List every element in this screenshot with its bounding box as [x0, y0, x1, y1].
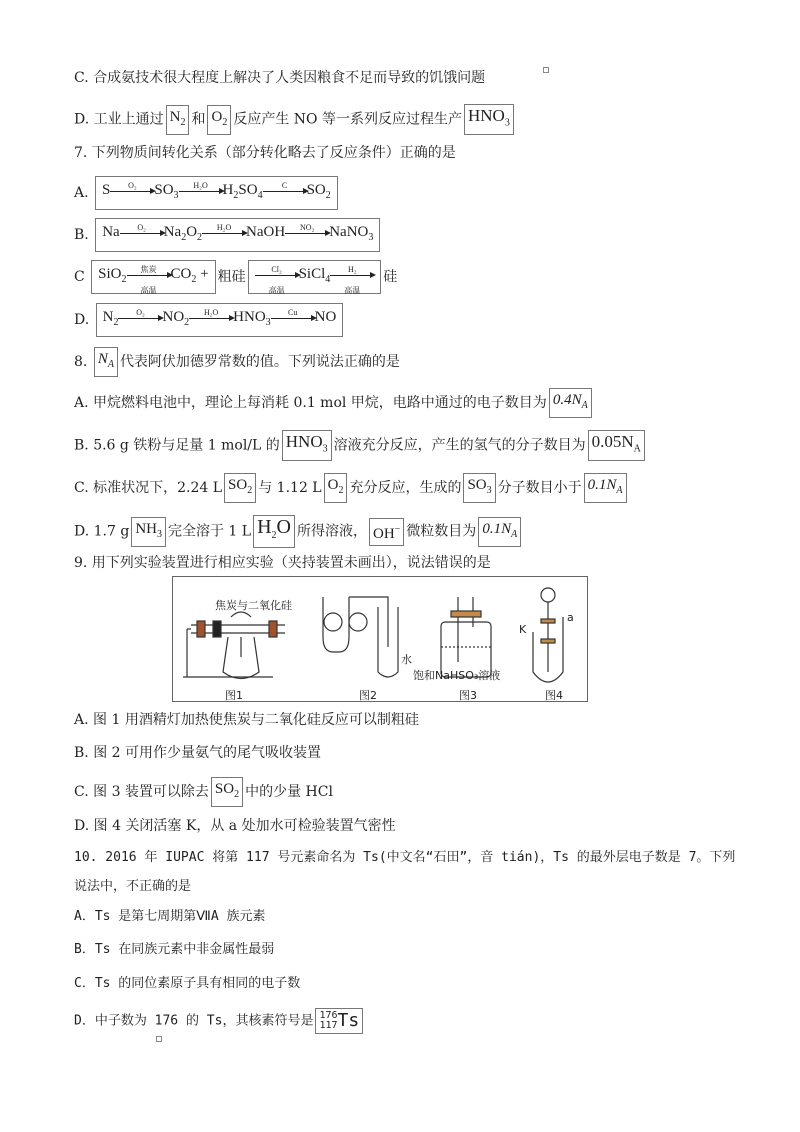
q10-option-d [74, 1008, 365, 1034]
q7-option-a [74, 176, 340, 210]
caption-fig4: 图4 [545, 689, 563, 702]
formula-so2: $SO_2$ [224, 473, 256, 503]
apparatus-figure [172, 576, 588, 702]
label-coke-silica: 焦炭与二氧化硅 [215, 599, 292, 612]
q8b-text2: 溶液充分反应，产生的氢气的分子数目为 [333, 437, 586, 454]
q9c-text: C. 图 3 装置可以除去 [74, 784, 209, 800]
formula-o2: $O_2$ [207, 105, 231, 135]
apparatus-drawing [173, 577, 587, 701]
q10-stem-line1: 10. 2016 年 IUPAC 将第 117 号元素命名为 Ts(中文名“石田”，音 tián)，Ts 的最外层电子数是 7。下列 [74, 850, 736, 865]
caption-fig2: 图2 [359, 689, 377, 702]
q9c-text2: 中的少量 HCl [245, 784, 333, 800]
q8d-text4: 微粒数目为 [406, 523, 477, 540]
q7b-label: B. [74, 227, 89, 243]
q7c-label: C [74, 269, 85, 285]
q8-option-d [74, 515, 523, 548]
q7-stem: 7. 下列物质间转化关系（部分转化略去了反应条件）正确的是 [74, 145, 456, 161]
q8c-text3: 充分反应，生成的 [349, 480, 462, 496]
q8-stem-text: 代表阿伏加德罗常数的值。下列说法正确的是 [119, 354, 400, 370]
q9-option-a: A. 图 1 用酒精灯加热使焦炭与二氧化硅反应可以制粗硅 [74, 712, 419, 728]
marker-square [543, 67, 549, 73]
q7c-mid: 粗硅 [217, 269, 246, 285]
formula-so2-q9: $SO_2$ [211, 777, 243, 807]
caption-fig1: 图1 [225, 689, 243, 702]
q6d-text2: 反应产生 NO 等一系列反应过程生产 [233, 111, 462, 128]
formula-oh: OH− [369, 518, 404, 546]
q7a-label: A. [74, 185, 89, 201]
q8d-text: D. 1.7 g [74, 523, 130, 540]
formula-h2o: $H_2O$ [253, 515, 295, 548]
q7d-chain: $N_2$ O₂ $NO_2$ H₂O $HNO_3$ Cu NO [96, 303, 344, 337]
q9-option-b: B. 图 2 可用作少量氨气的尾气吸收装置 [74, 745, 321, 761]
caption-fig3: 图3 [459, 689, 477, 702]
formula-nh3: $NH_3$ [131, 517, 166, 547]
q7d-label: D. [74, 312, 90, 328]
q10-stem-line2: 说法中，不正确的是 [74, 879, 192, 894]
q8a-text: A. 甲烷燃料电池中，理论上每消耗 0.1 mol 甲烷，电路中通过的电子数目为 [74, 395, 547, 411]
q8c-text: C. 标准状况下，2.24 L [74, 480, 223, 496]
q6-option-c: C. 合成氨技术很大程度上解决了人类因粮食不足而导致的饥饿问题 [74, 70, 486, 86]
value-04na: $0.4N_A$ [549, 388, 592, 418]
q7c-end: 硅 [383, 269, 398, 285]
label-water: 水 [401, 653, 412, 666]
label-a: a [567, 611, 574, 624]
value-005na: $0.05N_A$ [588, 430, 645, 461]
q7b-chain: Na O₂ $Na_2O_2$ H₂O NaOH NO₂ NaNO$_3$ [95, 218, 380, 252]
q8-option-a [74, 388, 594, 418]
q10-option-a: A．Ts 是第七周期第ⅦA 族元素 [74, 909, 266, 924]
q10-option-b: B．Ts 在同族元素中非金属性最弱 [74, 942, 275, 957]
q7c-chain-1: SiO$_2$ 焦炭 高温 $CO_2$ + [91, 260, 215, 294]
q8-number: 8. [74, 354, 88, 370]
formula-o2-c: $O_2$ [324, 473, 348, 503]
formula-so3: $SO_3$ [463, 473, 495, 503]
q7-option-c [74, 260, 397, 294]
q8-stem [74, 347, 400, 377]
q10-option-c: C．Ts 的同位素原子具有相同的电子数 [74, 976, 301, 991]
label-nahso3: 饱和NaHSO₃溶液 [413, 669, 501, 682]
formula-na-const: $N_A$ [94, 347, 118, 377]
formula-n2: $N_2$ [166, 105, 190, 135]
q7-option-b [74, 218, 382, 252]
formula-hno3: $HNO_3$ [464, 104, 514, 135]
q8c-text2: 与 1.12 L [258, 480, 322, 496]
q7-option-d [74, 303, 345, 337]
q9-option-c [74, 777, 333, 807]
q7c-chain-2: Cl₂ 高温 SiCl$_4$ H₂ 高温 [248, 260, 382, 294]
q6-option-d [74, 104, 516, 135]
q8d-text2: 完全溶于 1 L [167, 523, 252, 540]
value-01na-d: $0.1N_A$ [478, 517, 521, 547]
q7a-chain: S O₂ $SO_3$ H₂O $H_2SO_4$ C $SO_2$ [95, 176, 338, 210]
q9-stem: 9. 用下列实验装置进行相应实验（夹持装置未画出），说法错误的是 [74, 555, 491, 571]
q8b-text: B. 5.6 g 铁粉与足量 1 mol/L 的 [74, 437, 280, 454]
q8-option-b [74, 430, 647, 461]
q6d-text: D. 工业上通过 [74, 111, 164, 128]
marker-square [156, 1036, 162, 1042]
q10d-text: D．中子数为 176 的 Ts，其核素符号是 [74, 1013, 314, 1029]
q9-option-d: D. 图 4 关闭活塞 K，从 a 处加水可检验装置气密性 [74, 818, 396, 834]
formula-hno3-b: $HNO_3$ [282, 430, 332, 461]
nuclide-symbol: 176 117Ts [315, 1008, 363, 1034]
q8c-text4: 分子数目小于 [497, 480, 582, 496]
q6d-and: 和 [191, 111, 206, 128]
q8d-text3: 所得溶液， [297, 523, 367, 540]
value-01na-c: $0.1N_A$ [584, 473, 627, 503]
q8-option-c [74, 473, 629, 503]
label-k: K [519, 623, 527, 636]
